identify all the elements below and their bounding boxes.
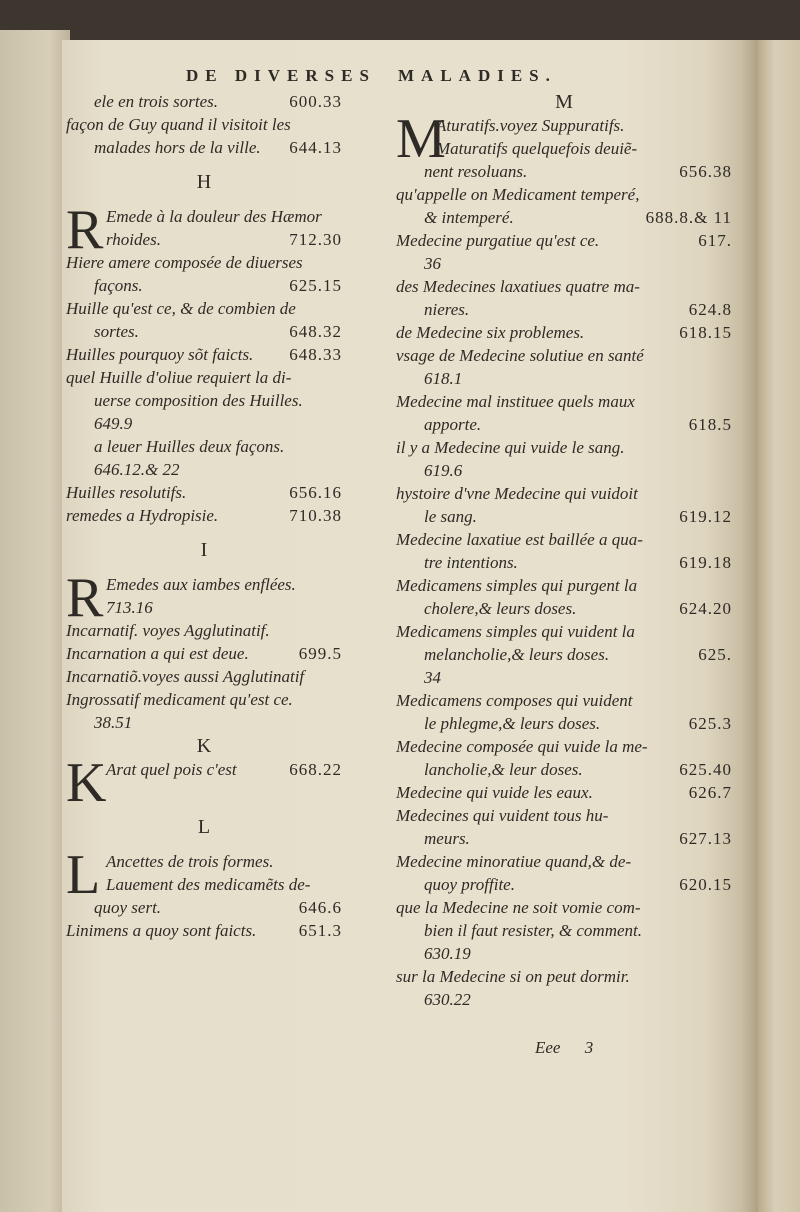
entry-text: Linimens a quoy sont faicts. [66, 921, 257, 940]
entry-text: Lauement des medicamẽts de- [106, 875, 311, 894]
index-entry-line [66, 274, 342, 297]
entry-page-ref: 618.15 [679, 323, 732, 342]
entry-text: 618.1 [424, 369, 463, 388]
index-entry-line [66, 389, 342, 412]
entry-page-ref: 646.6 [298, 898, 342, 917]
entry-text: le sang. [424, 507, 477, 526]
index-entry-line [396, 597, 732, 620]
section-letter: H [196, 171, 212, 193]
entry-text: quoy sert. [94, 898, 162, 917]
entry-text: il y a Medecine qui vuide le sang. [396, 438, 625, 457]
entry-text: Medecine mal instituee quels maux [396, 392, 635, 411]
entry-text: meurs. [424, 829, 470, 848]
entry-text: Medicamens composes qui vuident [396, 691, 633, 710]
index-entry-line [106, 228, 342, 251]
page-number: 3 [584, 1038, 594, 1057]
entry-text: bien il faut resister, & comment. [424, 921, 642, 940]
drop-cap-letter: L [66, 844, 101, 906]
index-column-left [66, 90, 342, 942]
entry-page-ref: 648.32 [289, 322, 342, 341]
entry-text: façon de Guy quand il visitoit les [66, 115, 291, 134]
index-entry-line [396, 551, 732, 574]
entry-text: Emedes aux iambes enflées. [106, 575, 296, 594]
index-entry-line [66, 343, 342, 366]
index-entry-line [106, 850, 342, 873]
entry-text: des Medecines laxatiues quatre ma- [396, 277, 640, 296]
entry-text: nieres. [424, 300, 470, 319]
index-entry-line [396, 735, 732, 758]
entry-text: vsage de Medecine solutiue en santé [396, 346, 644, 365]
drop-cap-entry [66, 844, 342, 906]
index-entry-line [66, 896, 342, 919]
index-entry-line [396, 850, 732, 873]
index-entry-line [396, 252, 732, 275]
index-entry-line [66, 435, 342, 458]
index-entry-line [436, 137, 732, 160]
index-entry-line [396, 942, 732, 965]
entry-text: 649.9 [94, 414, 133, 433]
drop-cap-entry [66, 567, 342, 629]
page-binding-edge [758, 40, 800, 1212]
entry-text: sur la Medecine si on peut dormir. [396, 967, 630, 986]
index-entry-line [396, 413, 732, 436]
entry-page-ref: 699.5 [298, 644, 342, 663]
entry-text: 646.12.& 22 [94, 460, 180, 479]
entry-text: Hiere amere composée de diuerses [66, 253, 303, 272]
entry-text: rhoides. [106, 230, 161, 249]
index-entry-line [396, 344, 732, 367]
entry-page-ref: 710.38 [289, 506, 342, 525]
index-entry-line [66, 688, 342, 711]
entry-page-ref: 644.13 [289, 138, 342, 157]
index-entry-line [396, 620, 732, 643]
entry-text: 713.16 [106, 598, 153, 617]
entry-page-ref: 626.7 [688, 783, 732, 802]
entry-page-ref: 617. [698, 231, 732, 250]
index-entry-line [396, 298, 732, 321]
index-entry-line [66, 619, 342, 642]
index-entry-line [396, 160, 732, 183]
entry-text: Ingrossatif medicament qu'est ce. [66, 690, 293, 709]
entry-text: le phlegme,& leurs doses. [424, 714, 601, 733]
index-entry-line [66, 665, 342, 688]
entry-page-ref: 600.33 [289, 92, 342, 111]
entry-text: 38.51 [94, 713, 133, 732]
index-entry-line [396, 873, 732, 896]
index-entry-line [106, 596, 342, 619]
section-letter: K [196, 735, 212, 757]
entry-page-ref: 688.8.& 11 [645, 208, 732, 227]
entry-text: Medecine composée qui vuide la me- [396, 737, 648, 756]
entry-text: Incarnatiõ.voyes aussi Agglutinatif [66, 667, 305, 686]
drop-cap-letter: R [66, 199, 104, 261]
entry-text: qu'appelle on Medicament temperé, [396, 185, 640, 204]
index-entry-line [396, 390, 732, 413]
index-entry-line [396, 321, 732, 344]
index-entry-line [66, 504, 342, 527]
entry-page-ref: 624.8 [688, 300, 732, 319]
entry-text: Medecine laxatiue est baillée a qua- [396, 530, 643, 549]
drop-cap-letter: M [396, 108, 446, 170]
entry-text: sortes. [94, 322, 139, 341]
index-entry-line [396, 459, 732, 482]
entry-text: uerse composition des Huilles. [94, 391, 303, 410]
entry-text: de Medecine six problemes. [396, 323, 585, 342]
index-entry-line [396, 804, 732, 827]
index-entry-line [396, 436, 732, 459]
running-header-right: MALADIES. [398, 66, 557, 85]
index-entry-line [396, 206, 732, 229]
entry-page-ref: 620.15 [679, 875, 732, 894]
index-entry-line [396, 712, 732, 735]
index-entry-line [396, 988, 732, 1011]
index-entry-line [396, 528, 732, 551]
entry-text: Medicamens simples qui purgent la [396, 576, 638, 595]
index-entry-line [396, 827, 732, 850]
index-column-right [396, 90, 732, 1011]
entry-page-ref: 618.5 [688, 415, 732, 434]
index-entry-line [396, 781, 732, 804]
entry-text: Arat quel pois c'est [106, 760, 237, 779]
entry-page-ref: 619.18 [679, 553, 732, 572]
signature-mark: Eee [535, 1038, 561, 1057]
running-header-left: DE DIVERSES [186, 66, 376, 85]
entry-page-ref: 648.33 [289, 345, 342, 364]
entry-text: 36 [424, 254, 441, 273]
entry-page-ref: 656.16 [289, 483, 342, 502]
entry-text: Aturatifs.voyez Suppuratifs. [436, 116, 625, 135]
index-entry-line [396, 666, 732, 689]
index-entry-line [66, 458, 342, 481]
index-entry-line [396, 275, 732, 298]
entry-text: Maturatifs quelquefois deuiẽ- [436, 139, 638, 158]
entry-page-ref: 619.12 [679, 507, 732, 526]
entry-text: Incarnatif. voyes Agglutinatif. [66, 621, 270, 640]
index-entry-line [66, 366, 342, 389]
index-entry-line [106, 873, 342, 896]
drop-cap-letter: K [66, 752, 107, 814]
entry-text: tre intentions. [424, 553, 518, 572]
index-entry-line [66, 919, 342, 942]
index-entry-line [66, 412, 342, 435]
entry-page-ref: 651.3 [298, 921, 342, 940]
index-entry-line [396, 367, 732, 390]
entry-page-ref: 625.40 [679, 760, 732, 779]
entry-text: nent resoluans. [424, 162, 528, 181]
entry-text: melancholie,& leurs doses. [424, 645, 610, 664]
entry-text: Medecine minoratiue quand,& de- [396, 852, 632, 871]
entry-text: Medicamens simples qui vuident la [396, 622, 635, 641]
drop-cap-entry [396, 108, 732, 170]
entry-text: 630.22 [424, 990, 471, 1009]
index-entry-line [396, 758, 732, 781]
index-entry-line [66, 113, 342, 136]
entry-page-ref: 624.20 [679, 599, 732, 618]
index-entry-line [106, 205, 342, 228]
entry-text: que la Medecine ne soit vomie com- [396, 898, 641, 917]
entry-text: ele en trois sortes. [94, 92, 219, 111]
entry-text: Medecine purgatiue qu'est ce. [396, 231, 600, 250]
entry-text: Huille qu'est ce, & de combien de [66, 299, 296, 318]
index-entry-line [66, 711, 342, 734]
index-entry-line [396, 183, 732, 206]
index-entry-line [396, 482, 732, 505]
entry-text: 630.19 [424, 944, 471, 963]
entry-text: façons. [94, 276, 143, 295]
index-entry-line [396, 229, 732, 252]
entry-text: 619.6 [424, 461, 463, 480]
entry-text: Emede à la douleur des Hæmor [106, 207, 322, 226]
entry-page-ref: 656.38 [679, 162, 732, 181]
entry-text: remedes a Hydropisie. [66, 506, 219, 525]
index-entry-line [396, 965, 732, 988]
index-entry-line [396, 643, 732, 666]
entry-text: Ancettes de trois formes. [106, 852, 274, 871]
entry-text: apporte. [424, 415, 482, 434]
entry-text: 34 [424, 668, 441, 687]
index-entry-line [106, 573, 342, 596]
entry-page-ref: 625.3 [688, 714, 732, 733]
entry-page-ref: 668.22 [289, 760, 342, 779]
index-entry-line [66, 251, 342, 274]
index-entry-line [396, 919, 732, 942]
entry-text: quel Huille d'oliue requiert la di- [66, 368, 292, 387]
entry-text: a leuer Huilles deux façons. [94, 437, 285, 456]
entry-text: Incarnation a qui est deue. [66, 644, 249, 663]
index-entry-line [66, 642, 342, 665]
entry-page-ref: 712.30 [289, 230, 342, 249]
drop-cap-entry [66, 199, 342, 261]
entry-text: Huilles pourquoy sõt faicts. [66, 345, 254, 364]
entry-page-ref: 625.15 [289, 276, 342, 295]
entry-page-ref: 625. [698, 645, 732, 664]
index-entry-line [106, 758, 342, 781]
entry-text: Medecines qui vuident tous hu- [396, 806, 609, 825]
index-entry-line [106, 781, 342, 804]
index-entry-line [396, 689, 732, 712]
drop-cap-letter: R [66, 567, 104, 629]
entry-text: hystoire d'vne Medecine qui vuidoit [396, 484, 638, 503]
page-footer [535, 1038, 593, 1058]
index-entry-line [396, 896, 732, 919]
index-entry-line [66, 297, 342, 320]
index-entry-line [396, 574, 732, 597]
index-entry-line [396, 505, 732, 528]
index-entry-line [66, 136, 342, 159]
entry-text: malades hors de la ville. [94, 138, 261, 157]
entry-page-ref: 627.13 [679, 829, 732, 848]
section-letter: I [200, 539, 208, 561]
drop-cap-entry [66, 752, 342, 814]
entry-text: Medecine qui vuide les eaux. [396, 783, 593, 802]
entry-text: cholere,& leurs doses. [424, 599, 577, 618]
index-entry-line [66, 481, 342, 504]
entry-text: quoy proffite. [424, 875, 515, 894]
entry-text: Huilles resolutifs. [66, 483, 187, 502]
section-letter: M [555, 91, 573, 113]
entry-text: lancholie,& leur doses. [424, 760, 583, 779]
index-entry-line [436, 114, 732, 137]
index-entry-line [66, 90, 342, 113]
index-entry-line [66, 320, 342, 343]
entry-text: & intemperé. [424, 208, 514, 227]
previous-page-edge [0, 30, 70, 1212]
section-letter: L [197, 816, 211, 838]
